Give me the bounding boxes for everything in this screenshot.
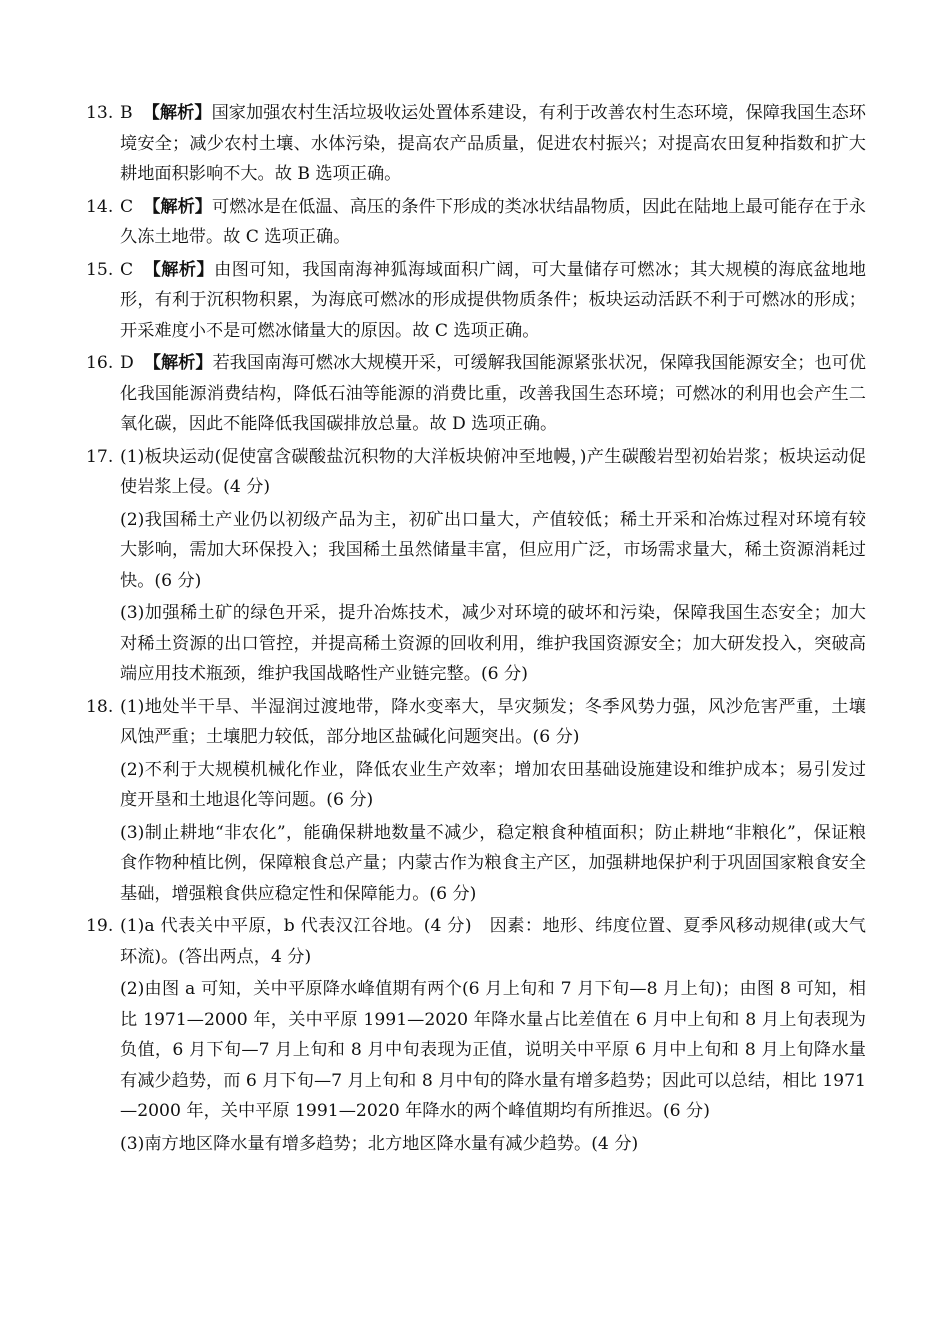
answer-item-16 xyxy=(86,348,866,440)
answer-body xyxy=(120,192,866,253)
analysis-tag: 【解析】 xyxy=(142,103,212,123)
analysis-text: 可燃冰是在低温、高压的条件下形成的类冰状结晶物质，因此在陆地上最可能存在于永久冻土地带。故 C 选项正确。 xyxy=(120,196,866,247)
answer-choice: B xyxy=(120,103,133,123)
analysis-text: 若我国南海可燃冰大规模开采，可缓解我国能源紧张状况，保障我国能源安全；也可优化我国能源消费结构，降低石油等能源的消费比重，改善我国生态环境；可燃冰的利用也会产生二氧化碳，因此不能降低我国碳排放总量。故 D 选项正确。 xyxy=(120,353,866,434)
sub-answer-1: (1)板块运动(促使富含碳酸盐沉积物的大洋板块俯冲至地幔，)产生碳酸岩型初始岩浆；板块运动促使岩浆上侵。(4 分) xyxy=(120,446,866,497)
question-number: 19. xyxy=(86,916,114,936)
analysis-tag: 【解析】 xyxy=(143,259,215,280)
analysis-text: 由图可知，我国南海神狐海域面积广阔，可大量储存可燃冰；其大规模的海底盆地地形，有利于沉积物积累，为海底可燃冰的形成提供物质条件；板块运动活跃不利于可燃冰的形成；开采难度小不是可燃冰储量大的原因。故 C 选项正确。 xyxy=(120,259,866,341)
sub-answer-1: (1)a 代表关中平原，b 代表汉江谷地。(4 分) 因素：地形、纬度位置、夏季风移动规律(或大气环流)。(答出两点，4 分) xyxy=(120,916,866,967)
question-number: 14. xyxy=(86,196,114,217)
sub-answer-3: (3)制止耕地“非农化”，能确保耕地数量不减少，稳定粮食种植面积；防止耕地“非粮化”，保证粮食作物种植比例，保障粮食总产量；内蒙古作为粮食主产区，加强耕地保护利于巩固国家粮食安全基础，增强粮食供应稳定性和保障能力。(6 分) xyxy=(120,822,866,904)
answer-item-15 xyxy=(86,255,866,347)
answer-item-18 xyxy=(86,692,866,910)
question-number: 13. xyxy=(86,103,114,123)
answer-item-13 xyxy=(86,98,866,190)
answer-body xyxy=(120,255,866,347)
question-number: 15. xyxy=(86,259,114,280)
answer-body xyxy=(120,348,866,440)
sub-answer-1: (1)地处半干旱、半湿润过渡地带，降水变率大，旱灾频发；冬季风势力强，风沙危害严重，土壤风蚀严重；土壤肥力较低，部分地区盐碱化问题突出。(6 分) xyxy=(120,696,866,747)
analysis-text: 国家加强农村生活垃圾收运处置体系建设，有利于改善农村生态环境，保障我国生态环境安全；减少农村土壤、水体污染，提高农产品质量，促进农村振兴；对提高农田复种指数和扩大耕地面积影响不大。故 B 选项正确。 xyxy=(120,103,866,184)
analysis-tag: 【解析】 xyxy=(143,196,213,217)
answer-choice: D xyxy=(120,353,134,373)
answer-choice: C xyxy=(120,259,134,280)
answer-choice: C xyxy=(120,196,134,217)
question-number: 18. xyxy=(86,696,114,717)
question-number: 16. xyxy=(86,353,114,373)
answer-list xyxy=(86,98,866,1161)
answer-body xyxy=(120,98,866,190)
analysis-tag: 【解析】 xyxy=(143,353,213,373)
sub-answer-2: (2)由图 a 可知，关中平原降水峰值期有两个(6 月上旬和 7 月下旬—8 月上旬)；由图 8 可知，相比 1971—2000 年，关中平原 1991—2020 年降水量占比差值在 6 月中上旬和 8 月上旬表现为负值，6 月下旬—7 月上旬和 8 月中旬表现为正值，说明关中平原 6 月中上旬和 8 月上旬降水量有减少趋势，而 6 月下旬—7 月上旬和 8 月中旬的降水量有增多趋势；因此可以总结，相比 1971—2000 年，关中平原 1991—2020 年降水的两个峰值期均有所推迟。(6 分) xyxy=(120,979,866,1121)
sub-answer-2: (2)我国稀土产业仍以初级产品为主，初矿出口量大，产值较低；稀土开采和冶炼过程对环境有较大影响，需加大环保投入；我国稀土虽然储量丰富，但应用广泛，市场需求量大，稀土资源消耗过快。(6 分) xyxy=(120,509,866,591)
answer-item-14 xyxy=(86,192,866,253)
sub-answer-3: (3)南方地区降水量有增多趋势；北方地区降水量有减少趋势。(4 分) xyxy=(120,1133,639,1154)
sub-answer-2: (2)不利于大规模机械化作业，降低农业生产效率；增加农田基础设施建设和维护成本；易引发过度开垦和土地退化等问题。(6 分) xyxy=(120,759,866,810)
answer-item-17 xyxy=(86,442,866,690)
question-number: 17. xyxy=(86,446,114,467)
answer-item-19 xyxy=(86,911,866,1159)
sub-answer-3: (3)加强稀土矿的绿色开采，提升冶炼技术，减少对环境的破坏和污染，保障我国生态安全；加大对稀土资源的出口管控，并提高稀土资源的回收利用，维护我国资源安全；加大研发投入，突破高端应用技术瓶颈，维护我国战略性产业链完整。(6 分) xyxy=(120,603,866,684)
